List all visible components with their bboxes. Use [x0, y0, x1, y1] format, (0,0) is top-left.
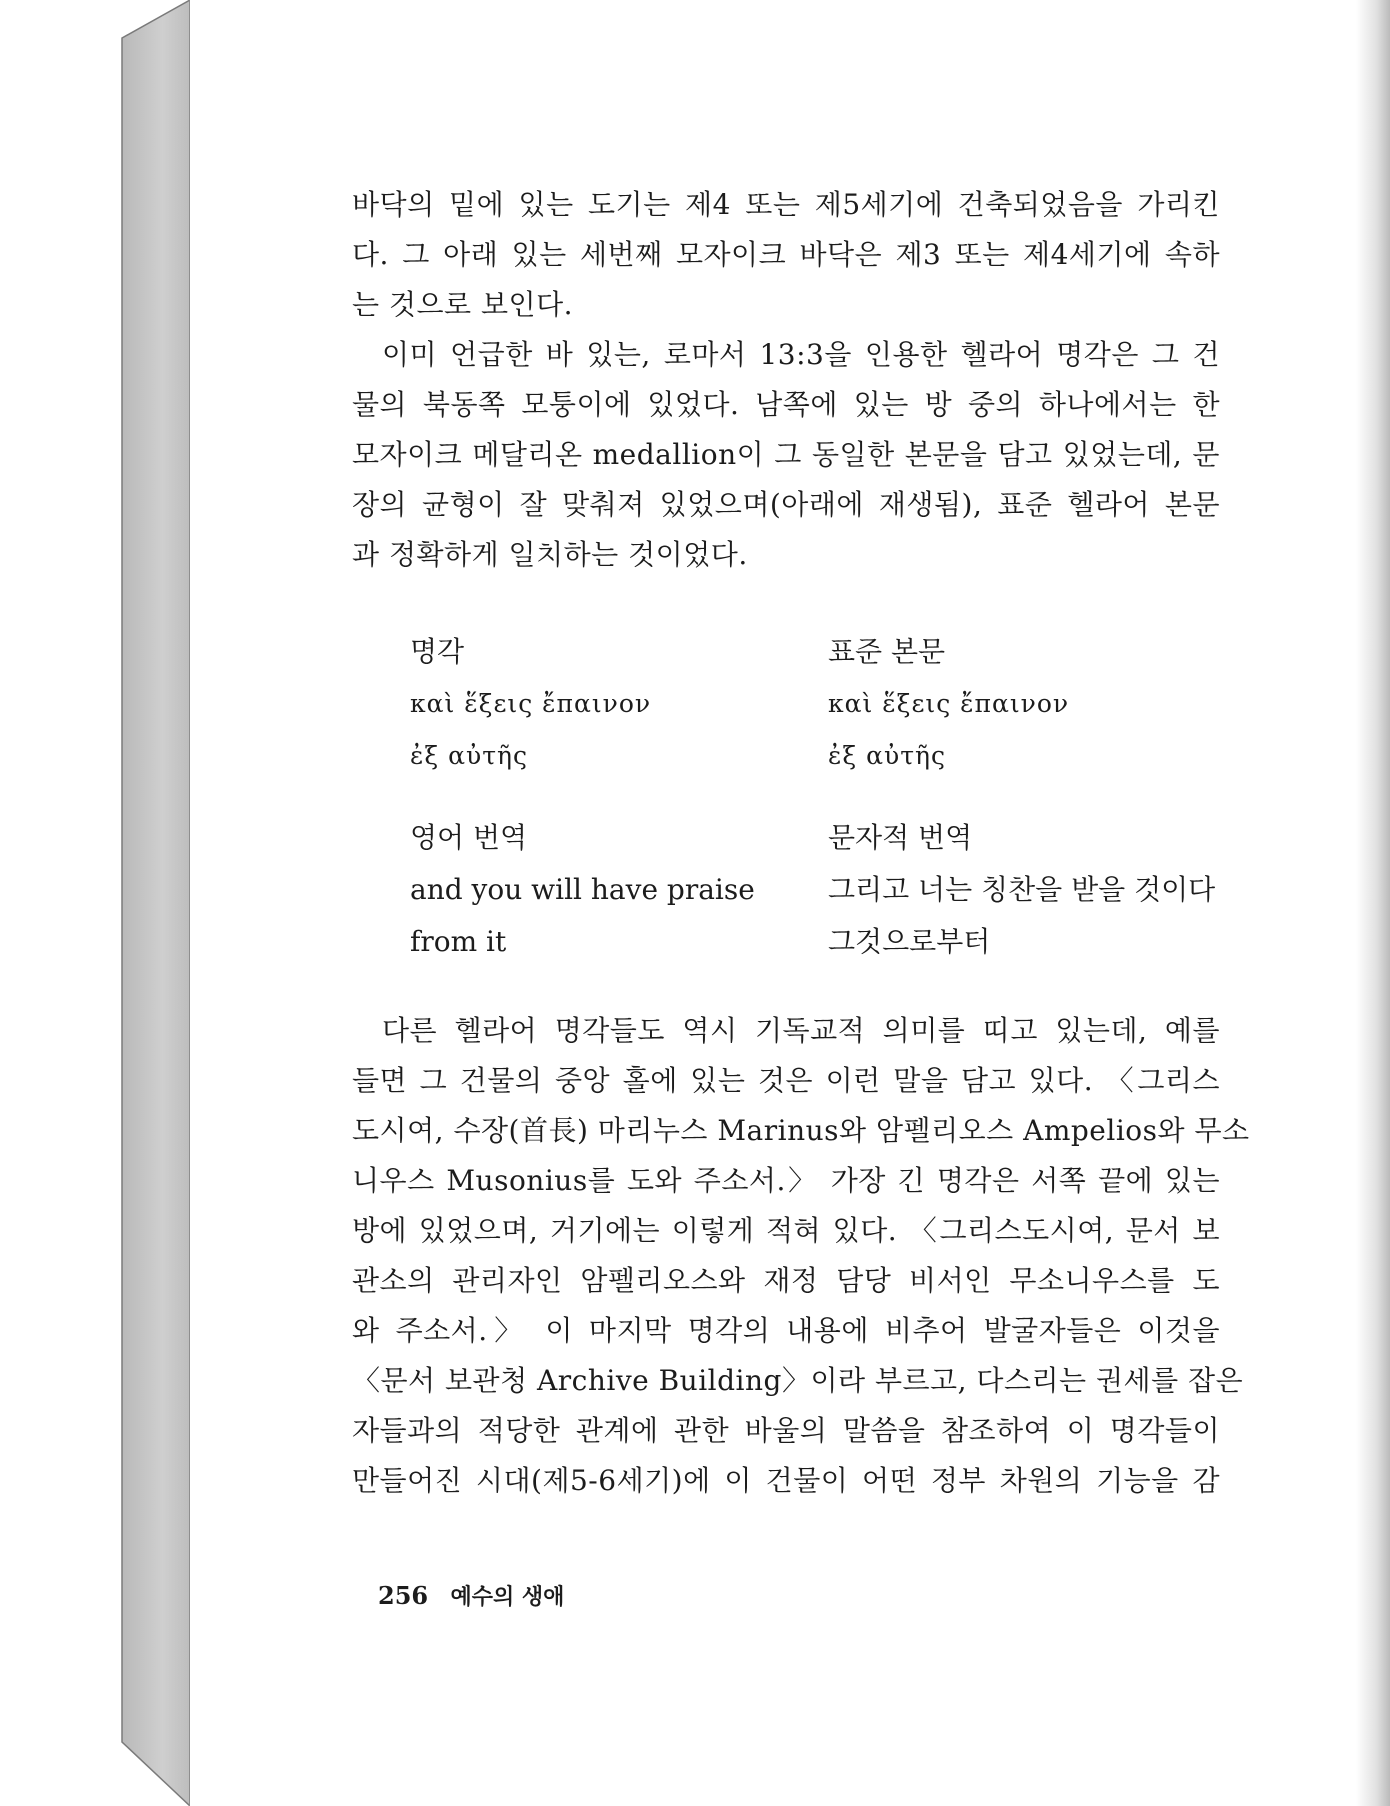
- paragraph-1: [352, 180, 1220, 330]
- page-footer: [378, 1580, 564, 1611]
- greek-text: καὶ ἕξεις ἔπαινον: [410, 689, 652, 718]
- column-spacer: [828, 782, 1215, 812]
- page-edge-shadow: [1356, 0, 1390, 1806]
- paragraph-line: 들면 그 건물의 중앙 홀에 있는 것은 이런 말을 담고 있다. 〈그리스: [352, 1064, 1220, 1097]
- translation-text: 그것으로부터: [828, 925, 991, 958]
- inscription-column-right: [828, 626, 1215, 968]
- paragraph-line: 방에 있었으며, 거기에는 이렇게 적혀 있다. 〈그리스도시여, 문서 보: [352, 1214, 1220, 1247]
- paragraph-2: [352, 330, 1220, 580]
- paragraph-line: 과 정확하게 일치하는 것이었다.: [352, 538, 748, 571]
- column-heading: 영어 번역: [410, 821, 528, 854]
- paragraph-line: 장의 균형이 잘 맞춰져 있었으며(아래에 재생됨), 표준 헬라어 본문: [352, 488, 1220, 521]
- column-heading: 명각: [410, 635, 465, 668]
- translation-text: and you will have praise: [410, 873, 755, 906]
- paragraph-line: 니우스 Musonius를 도와 주소서.〉 가장 긴 명각은 서쪽 끝에 있는: [352, 1164, 1220, 1197]
- paragraph-line: 는 것으로 보인다.: [352, 288, 574, 321]
- column-heading: 문자적 번역: [828, 821, 973, 854]
- paragraph-line: 〈문서 보관청 Archive Building〉이라 부르고, 다스리는 권세를 잡은: [352, 1364, 1244, 1397]
- book-title: 예수의 생애: [450, 1585, 565, 1610]
- paragraph-line: 다. 그 아래 있는 세번째 모자이크 바닥은 제3 또는 제4세기에 속하: [352, 238, 1220, 271]
- translation-text: 그리고 너는 칭찬을 받을 것이다: [828, 873, 1216, 906]
- greek-text: ἐξ αὐτῆς: [410, 741, 529, 770]
- paragraph-line: 모자이크 메달리온 medallion이 그 동일한 본문을 담고 있었는데, 문: [352, 438, 1220, 471]
- paragraph-line: 관소의 관리자인 암펠리오스와 재정 담당 비서인 무소니우스를 도: [352, 1264, 1220, 1297]
- paragraph-line: 이미 언급한 바 있는, 로마서 13:3을 인용한 헬라어 명각은 그 건: [382, 338, 1220, 371]
- column-spacer: [410, 782, 755, 812]
- paragraph-line: 도시여, 수장(首長) 마리누스 Marinus와 암펠리오스 Ampelios와 무소: [352, 1114, 1250, 1147]
- page-number: 256: [378, 1581, 429, 1610]
- paragraph-line: 자들과의 적당한 관계에 관한 바울의 말씀을 참조하여 이 명각들이: [352, 1414, 1220, 1447]
- translation-text: from it: [410, 925, 507, 958]
- column-heading: 표준 본문: [828, 635, 946, 668]
- paragraph-3: [352, 1006, 1250, 1506]
- paragraph-line: 물의 북동쪽 모퉁이에 있었다. 남쪽에 있는 방 중의 하나에서는 한: [352, 388, 1220, 421]
- paragraph-line: 와 주소서.〉 이 마지막 명각의 내용에 비추어 발굴자들은 이것을: [352, 1314, 1220, 1347]
- paragraph-line: 다른 헬라어 명각들도 역시 기독교적 의미를 띠고 있는데, 예를: [382, 1014, 1220, 1047]
- greek-text: καὶ ἕξεις ἔπαινον: [828, 689, 1070, 718]
- greek-text: ἐξ αὐτῆς: [828, 741, 947, 770]
- inscription-column-left: [410, 626, 755, 968]
- paragraph-line: 만들어진 시대(제5-6세기)에 이 건물이 어떤 정부 차원의 기능을 감: [352, 1464, 1220, 1497]
- paragraph-line: 바닥의 밑에 있는 도기는 제4 또는 제5세기에 건축되었음을 가리킨: [352, 188, 1220, 221]
